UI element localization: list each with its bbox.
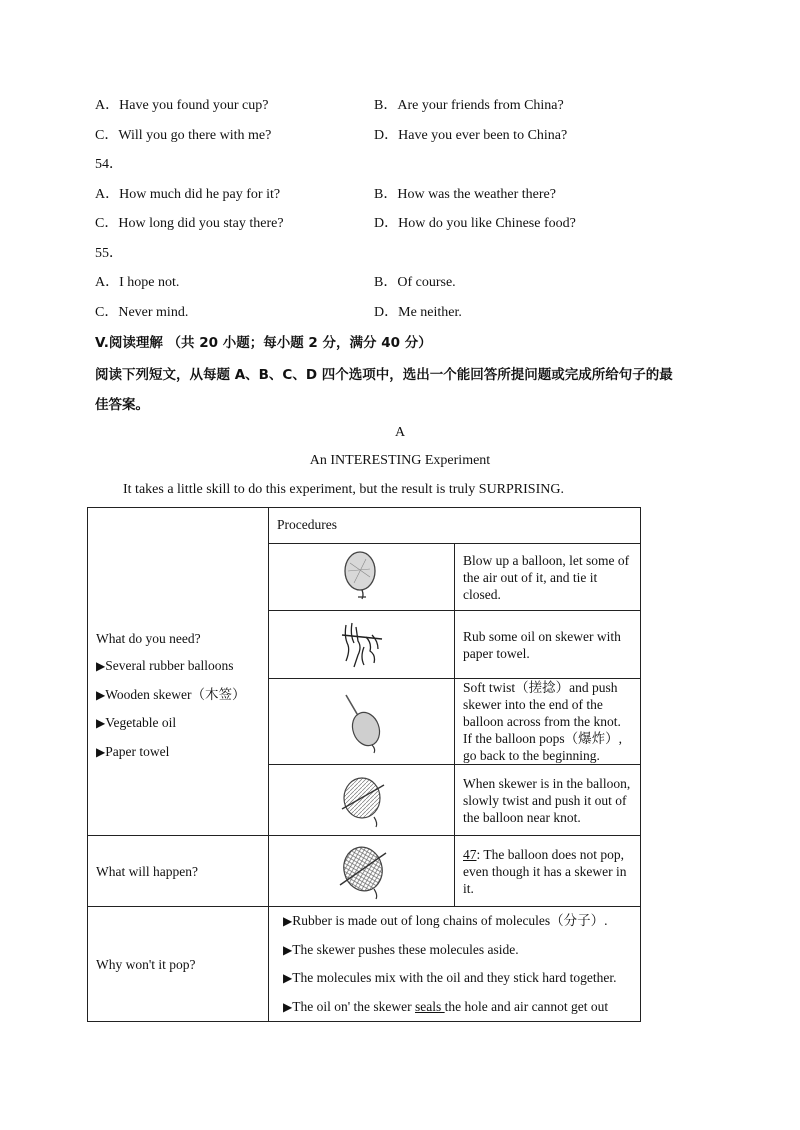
needs-heading: What do you need? [96, 630, 201, 646]
q53-option-a: A．Have you found your cup? [95, 98, 269, 113]
why-item: ▶Rubber is made out of long chains of molecules（分子）. [283, 913, 608, 928]
balloon-skewer-through-icon [269, 765, 455, 836]
q54-option-c: C．How long did you stay there? [95, 216, 284, 231]
arrow-icon: ▶ [96, 687, 106, 702]
procedure-step-4: When skewer is in the balloon, slowly twist and push it out of the balloon near knot. [455, 765, 641, 836]
needs-cell [88, 508, 269, 836]
q55-number: 55． [95, 246, 123, 261]
why-list-cell [269, 907, 641, 1022]
arrow-icon: ▶ [96, 716, 106, 731]
procedure-step-3: Soft twist（搓捻）and push skewer into the end of the balloon across from the knot. If the balloon pops（爆炸）, go back to the beginning. [455, 679, 641, 765]
need-item: ▶Vegetable oil [96, 715, 177, 731]
instruction-line-2: 佳答案。 [95, 397, 149, 413]
hands-rubbing-skewer-icon [269, 611, 455, 679]
q54-option-a: A．How much did he pay for it? [95, 187, 281, 202]
balloon-result-icon [269, 836, 455, 907]
underlined-word-seals: seals [415, 998, 445, 1014]
arrow-icon: ▶ [96, 659, 106, 674]
procedures-header: Procedures [269, 508, 641, 544]
happen-text-cell: 47: The balloon does not pop, even though it has a skewer in it. [455, 836, 641, 907]
arrow-icon: ▶ [283, 942, 293, 957]
why-item: ▶The oil on' the skewer seals the hole and air cannot get out [283, 998, 609, 1014]
instruction-line-1: 阅读下列短文，从每题 A、B、C、D 四个选项中，选出一个能回答所提问题或完成所给句子的最 [95, 367, 673, 383]
q54-number: 54． [95, 157, 123, 172]
balloon-skewer-entry-icon [269, 679, 455, 765]
procedure-step-1: Blow up a balloon, let some of the air out of it, and tie it closed. [455, 544, 641, 611]
passage-title: An INTERESTING Experiment [309, 453, 491, 468]
balloon-icon [269, 544, 455, 611]
q54-option-b: B．How was the weather there? [374, 187, 556, 202]
answer-blank-47: 47 [463, 846, 477, 862]
experiment-table [87, 507, 641, 1022]
procedure-step-2: Rub some oil on skewer with paper towel. [455, 611, 641, 679]
q55-option-c: C．Never mind. [95, 305, 189, 320]
q55-option-a: A．I hope not. [95, 275, 180, 290]
q53-option-d: D．Have you ever been to China? [374, 128, 568, 143]
q53-option-b: B．Are your friends from China? [374, 98, 564, 113]
why-label: Why won't it pop? [88, 907, 269, 1022]
need-item: ▶Paper towel [96, 743, 170, 759]
arrow-icon: ▶ [283, 914, 293, 928]
passage-intro: It takes a little skill to do this experiment, but the result is truly SURPRISING. [123, 482, 564, 497]
passage-letter: A [394, 425, 406, 440]
why-item: ▶The skewer pushes these molecules aside. [283, 941, 519, 957]
why-item: ▶The molecules mix with the oil and they stick hard together. [283, 970, 617, 985]
q55-option-d: D．Me neither. [374, 305, 462, 320]
q54-option-d: D．How do you like Chinese food? [374, 216, 576, 231]
arrow-icon: ▶ [283, 999, 293, 1014]
arrow-icon: ▶ [96, 744, 106, 759]
need-item: ▶Wooden skewer（木签） [96, 686, 246, 702]
need-item: ▶Several rubber balloons [96, 658, 234, 674]
section-heading: V.阅读理解 （共 20 小题；每小题 2 分，满分 40 分） [95, 335, 432, 351]
q55-option-b: B．Of course. [374, 275, 456, 290]
happen-label: What will happen? [88, 836, 269, 907]
q53-option-c: C．Will you go there with me? [95, 128, 272, 143]
arrow-icon: ▶ [283, 971, 293, 985]
